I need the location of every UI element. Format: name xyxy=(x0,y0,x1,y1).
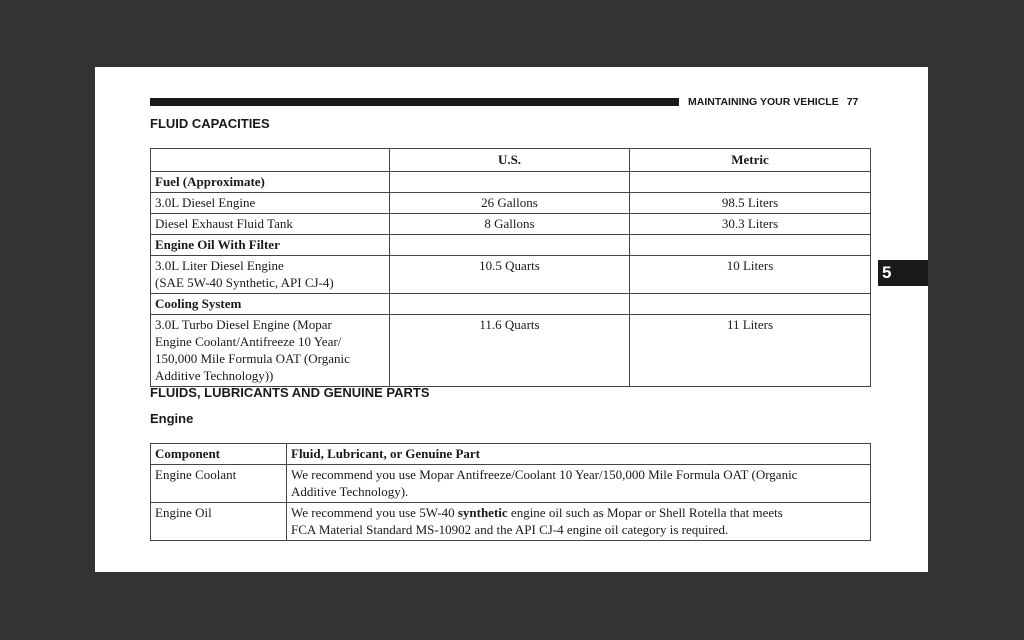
table-row xyxy=(151,503,871,541)
us-value xyxy=(390,172,630,193)
fluid-capacities-table xyxy=(150,148,871,387)
label-line: 3.0L Turbo Diesel Engine (Mopar xyxy=(155,317,332,332)
metric-value: 11 Liters xyxy=(630,315,871,387)
table-row xyxy=(151,172,871,193)
running-header xyxy=(688,96,858,108)
item-label xyxy=(151,256,390,294)
fluid-capacities-heading: FLUID CAPACITIES xyxy=(150,116,270,131)
description-emphasis: synthetic xyxy=(457,505,508,520)
description-line: FCA Material Standard MS-10902 and the API CJ-4 engine oil category is required. xyxy=(291,522,729,537)
header-rule xyxy=(150,98,679,106)
description-line: Additive Technology). xyxy=(291,484,409,499)
column-header-blank xyxy=(151,149,390,172)
component-name: Engine Oil xyxy=(151,503,287,541)
table-row xyxy=(151,465,871,503)
metric-value: 10 Liters xyxy=(630,256,871,294)
fluids-lubricants-heading: FLUIDS, LUBRICANTS AND GENUINE PARTS xyxy=(150,385,430,400)
section-label: Cooling System xyxy=(151,294,390,315)
component-description xyxy=(287,465,871,503)
metric-value: 30.3 Liters xyxy=(630,214,871,235)
table-row xyxy=(151,193,871,214)
section-label: Fuel (Approximate) xyxy=(151,172,390,193)
label-line: 3.0L Liter Diesel Engine xyxy=(155,258,284,273)
column-header-fluid: Fluid, Lubricant, or Genuine Part xyxy=(287,444,871,465)
engine-subheading: Engine xyxy=(150,411,194,426)
metric-value xyxy=(630,235,871,256)
item-label: Diesel Exhaust Fluid Tank xyxy=(151,214,390,235)
item-label: 3.0L Diesel Engine xyxy=(151,193,390,214)
section-label: Engine Oil With Filter xyxy=(151,235,390,256)
table-header-row xyxy=(151,444,871,465)
label-line: 150,000 Mile Formula OAT (Organic xyxy=(155,351,350,366)
section-title: MAINTAINING YOUR VEHICLE xyxy=(688,96,839,108)
us-value: 11.6 Quarts xyxy=(390,315,630,387)
column-header-component: Component xyxy=(151,444,287,465)
us-value xyxy=(390,235,630,256)
table-header-row xyxy=(151,149,871,172)
description-line: We recommend you use Mopar Antifreeze/Coolant 10 Year/150,000 Mile Formula OAT (Organic xyxy=(291,467,798,482)
component-name: Engine Coolant xyxy=(151,465,287,503)
us-value: 26 Gallons xyxy=(390,193,630,214)
column-header-metric: Metric xyxy=(630,149,871,172)
manual-page xyxy=(95,67,928,572)
metric-value xyxy=(630,294,871,315)
table-row xyxy=(151,256,871,294)
component-description xyxy=(287,503,871,541)
table-row xyxy=(151,235,871,256)
chapter-tab: 5 xyxy=(878,260,928,286)
description-text: engine oil such as Mopar or Shell Rotella that meets xyxy=(510,505,783,520)
us-value: 10.5 Quarts xyxy=(390,256,630,294)
item-label xyxy=(151,315,390,387)
table-row xyxy=(151,315,871,387)
label-line: (SAE 5W-40 Synthetic, API CJ-4) xyxy=(155,275,334,290)
label-line: Engine Coolant/Antifreeze 10 Year/ xyxy=(155,334,342,349)
engine-fluids-table xyxy=(150,443,871,541)
us-value: 8 Gallons xyxy=(390,214,630,235)
table-row xyxy=(151,294,871,315)
us-value xyxy=(390,294,630,315)
metric-value xyxy=(630,172,871,193)
label-line: Additive Technology)) xyxy=(155,368,274,383)
description-text: We recommend you use 5W-40 xyxy=(291,505,455,520)
column-header-us: U.S. xyxy=(390,149,630,172)
page-number: 77 xyxy=(846,96,859,108)
metric-value: 98.5 Liters xyxy=(630,193,871,214)
table-row xyxy=(151,214,871,235)
